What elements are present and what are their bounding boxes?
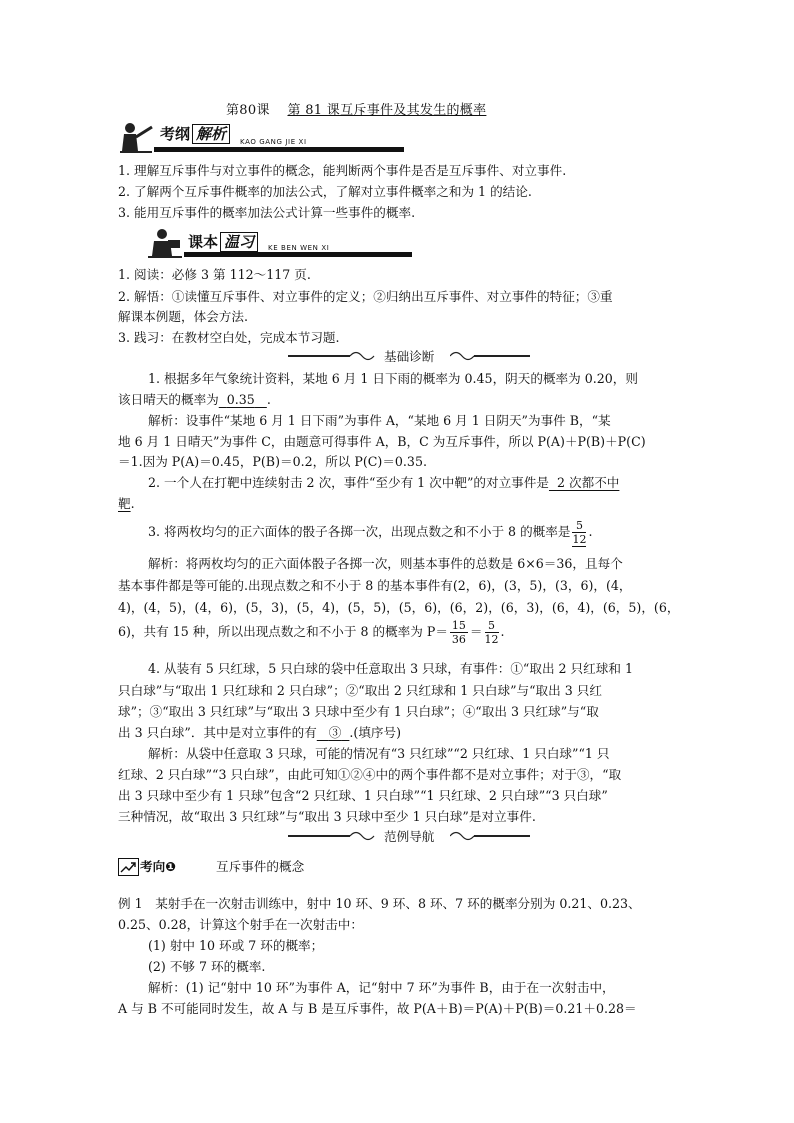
banner-underline-bar (154, 147, 404, 152)
outline-item: 2. 了解两个互斥事件概率的加法公式，了解对立事件概率之和为 1 的结论. (118, 184, 532, 199)
question-1-answer-line: 该日晴天的概率为 0.35 . (118, 392, 271, 407)
review-item: 2. 解悟：①读懂互斥事件、对立事件的定义；②归纳出互斥事件、对立事件的特征；③重 (118, 289, 613, 304)
section-banner-review (148, 226, 448, 260)
banner-underline-bar (184, 252, 412, 257)
ornament-right-icon (450, 829, 530, 843)
direction-label: 考向❶ (140, 859, 176, 874)
example-part: (2) 不够 7 环的概率. (148, 959, 266, 974)
solution-text: 三种情况，故“取出 3 只红球”与“取出 3 只球中至少 1 只白球”是对立事件. (118, 809, 536, 824)
question-2-text: 2. 一个人在打靶中连续射击 2 次，事件“至少有 1 次中靶”的对立事件是 2 次都不中 (148, 475, 620, 490)
solution-text: 解析：(1) 记“射中 10 环”为事件 A，记“射中 7 环”为事件 B，由于在一次射击中， (148, 980, 615, 995)
section-heading-examples: 范例导航 (288, 826, 498, 844)
solution-text-fraction-line: 6)，共有 15 种，所以出现点数之和不小于 8 的概率为 P＝ $\frac{15}{36}$ ＝ $\frac{5}{12}$ . (118, 619, 505, 646)
review-item: 解课本例题，体会方法. (118, 309, 248, 324)
question-1-text: 1. 根据多年气象统计资料，某地 6 月 1 日下雨的概率为 0.45，阴天的概率为 0.20，则 (148, 371, 638, 386)
question-2-answer-line: 靶. (118, 496, 135, 511)
example-text: 0.25、0.28，计算这个射手在一次射击中： (118, 917, 363, 932)
banner-pinyin: KE BEN WEN XI (268, 244, 330, 252)
solution-text: 4)，(4，5)，(4，6)，(5，3)，(5，4)，(5，5)，(5，6)，(6，2)，(6，3)，(6，4)，(6，5)，(6， (118, 600, 680, 615)
person-reading-icon (148, 226, 184, 260)
question-3-text: 3. 将两枚均匀的正六面体的骰子各掷一次，出现点数之和不小于 8 的概率是 $\frac{5}{12}$ . (148, 518, 593, 546)
example-part: (1) 射中 10 环或 7 环的概率； (148, 938, 324, 953)
banner-pinyin: KAO GANG JIE XI (240, 138, 307, 146)
answer-blank: 0.35 (226, 392, 255, 407)
question-4-answer-line: 出 3 只白球”．其中是对立事件的有 ③ .(填序号) (118, 725, 402, 740)
page-title (226, 99, 500, 118)
outline-item: 3. 能用互斥事件的概率加法公式计算一些事件的概率. (118, 205, 416, 220)
banner-label: 考纲 解析 (160, 123, 230, 144)
fraction: $\frac{5}{12}$ (484, 619, 499, 646)
ornament-left-icon (288, 829, 378, 843)
title-lesson-number: 第80课 (226, 103, 270, 118)
solution-text: 解析：将两枚均匀的正六面体骰子各掷一次，则基本事件的总数是 6×6＝36，且每个 (148, 556, 623, 571)
answer-blank: ③ (328, 725, 342, 740)
person-pointing-icon (118, 121, 154, 155)
solution-text: 地 6 月 1 日晴天”为事件 C，由题意可得事件 A，B，C 为互斥事件，所以 P(A)＋P(B)＋P(C) (118, 434, 646, 449)
banner-label: 课本 温习 (188, 231, 258, 252)
solution-text: 出 3 只球中至少有 1 只球”包含“2 只红球、1 只白球”“1 只红球、2 只白球”“3 只白球” (118, 788, 608, 803)
review-item: 1. 阅读：必修 3 第 112～117 页. (118, 267, 311, 282)
section-heading-diagnosis: 基础诊断 (288, 346, 498, 364)
review-item: 3. 践习：在教材空白处，完成本节习题. (118, 330, 340, 345)
ornament-right-icon (450, 349, 530, 363)
trend-arrow-icon (118, 858, 139, 876)
answer-blank: 2 次都不中 (556, 475, 620, 490)
section-banner-outline (118, 121, 418, 155)
solution-text: 红球、2 只白球”“3 只白球”，由此可知①②④中的两个事件都不是对立事件；对于③，“取 (118, 767, 622, 782)
answer-fraction: $\frac{5}{12}$ (572, 518, 587, 546)
fraction: $\frac{15}{36}$ (451, 619, 466, 646)
example-text: 例 1 某射手在一次射击训练中，射中 10 环、9 环、8 环、7 环的概率分别为 0.21、0.23、 (118, 896, 641, 911)
solution-text: 解析：从袋中任意取 3 只球，可能的情况有“3 只红球”“2 只红球、1 只白球”“1 只 (148, 746, 610, 761)
solution-text: A 与 B 不可能同时发生，故 A 与 B 是互斥事件，故 P(A＋B)＝P(A)＋P(B)＝0.21＋0.28＝ (118, 1001, 637, 1016)
ornament-left-icon (288, 349, 378, 363)
question-4-text: 球”；③“取出 3 只红球”与“取出 3 只球中至少有 1 只白球”；④“取出 3 只红球”与“取 (118, 704, 599, 719)
outline-item: 1. 理解互斥事件与对立事件的概念，能判断两个事件是否是互斥事件、对立事件. (118, 163, 567, 178)
question-4-text: 4. 从装有 5 只红球，5 只白球的袋中任意取出 3 只球，有事件：①“取出 2 只红球和 1 (148, 661, 633, 676)
solution-text: 基本事件都是等可能的.出现点数之和不小于 8 的基本事件有(2，6)，(3，5)，(3，6)，(4， (118, 578, 632, 593)
title-lesson-name: 第 81 课互斥事件及其发生的概率 (287, 103, 487, 118)
direction-topic: 互斥事件的概念 (216, 859, 305, 874)
question-4-text: 只白球”与“取出 1 只红球和 2 只白球”；②“取出 2 只红球和 1 只白球”与“取出 3 只红 (118, 683, 602, 698)
solution-text: ＝1.因为 P(A)＝0.45，P(B)＝0.2，所以 P(C)＝0.35. (118, 454, 427, 469)
solution-text: 解析：设事件“某地 6 月 1 日下雨”为事件 A，“某地 6 月 1 日阴天”为事件 B，“某 (148, 413, 611, 428)
